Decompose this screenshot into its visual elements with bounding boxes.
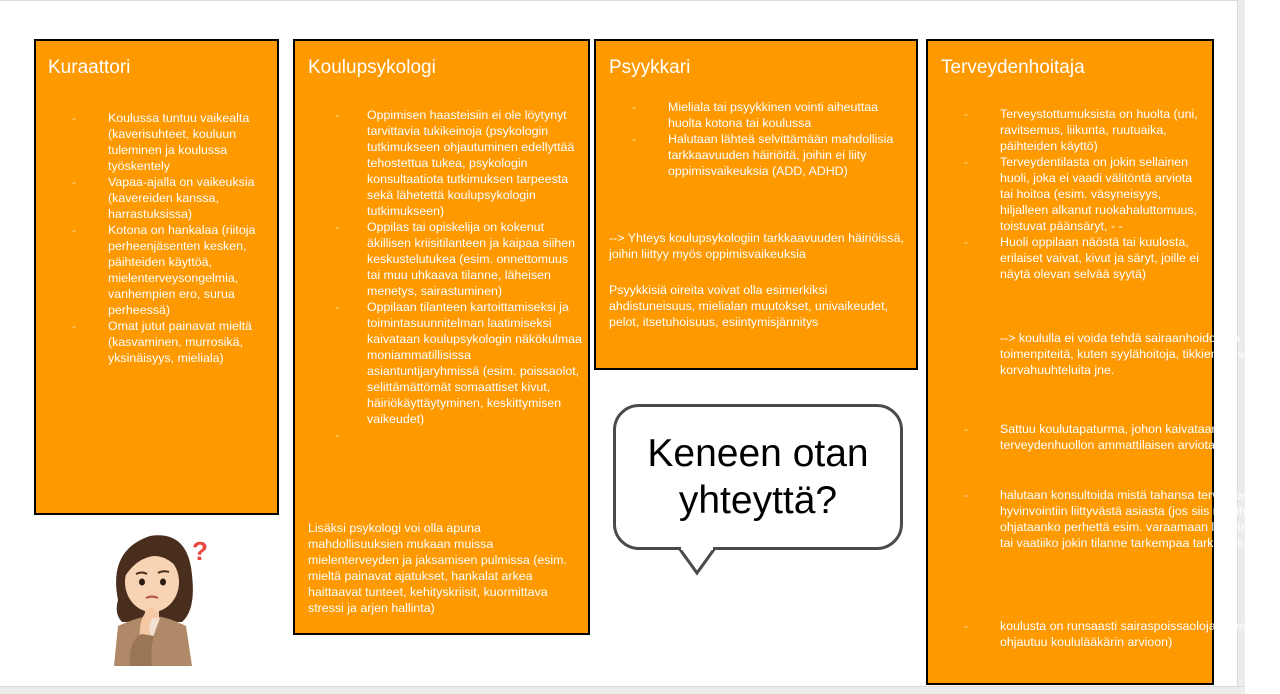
terveydenhoitaja-card	[926, 39, 1273, 685]
kuraattori-list	[36, 110, 272, 366]
kuraattori-card	[34, 39, 279, 515]
svg-text:?: ?	[192, 536, 208, 566]
terveydenhoitaja-note: --> koululla ei voida tehdä sairaanhoidollisia toimenpiteitä, kuten syylähoitoja, tikkien poistoa, korvahuuhteluita jne.	[1000, 331, 1265, 377]
list-item: - Oppilaan tilanteen kartoittamiseksi ja toimintasuunnitelman laatimiseksi kaivataan koulupsykologin näkökulmaa moniammatillisissa asiantuntijaryhmissä (esim. poissaolot, selittämättömät somaattiset kivut, häiriökäyttäytyminen, keskittymisen vaikeudet)	[295, 299, 582, 427]
list-item: - Oppimisen haasteisiin ei ole löytynyt tarvittavia tukikeinoja (psykologin tutkimukseen ohjautuminen edellyttää tehostettua tukea, psykologin konsultaatiota tutkimuksen tarpeesta sekä lähetettä koulupsykologin tutkimukseen)	[295, 107, 582, 219]
list-item	[295, 427, 582, 443]
psyykkari-symptoms: Psyykkisiä oireita voivat olla esimerkiksi ahdistuneisuus, mielialan muutokset, univaikeudet, pelot, itsetuhoisuus, esiintymisjännitys	[609, 283, 888, 329]
kuraattori-title: Kuraattori	[48, 57, 131, 78]
list-item: - Omat jutut painavat mieltä (kasvaminen, murrosikä, yksinäisyys, mieliala)	[36, 318, 272, 366]
list-item: - Halutaan lähteä selvittämään mahdollisia tarkkaavuuden häiriöitä, joihin ei liity oppimisvaikeuksia (ADD, ADHD)	[596, 131, 908, 179]
terveydenhoitaja-more-2: - halutaan konsultoida mistä tahansa terveyteen ja hyvinvointiin liittyvästä asiasta (jos siis mietityttää, ohjataanko perhettä esim. varaamaan lääkäriaika tai vaatiiko jokin tilanne tarkempaa tarkastelua)	[928, 487, 1280, 551]
koulupsykologi-title: Koulupsykologi	[308, 57, 436, 78]
list-item: - Kotona on hankalaa (riitoja perheenjäsenten kesken, päihteiden käyttöä, mielenterveysongelmia, vanhempien ero, surua perheessä)	[36, 222, 272, 318]
thinking-woman-illustration	[100, 530, 220, 670]
terveydenhoitaja-list	[928, 106, 1208, 282]
list-item: - Koulussa tuntuu vaikealta (kaverisuhteet, kouluun tuleminen ja koulussa työskentely	[36, 110, 272, 174]
list-item: - Huoli oppilaan näöstä tai kuulosta, erilaiset vaivat, kivut ja säryt, joille ei näytä olevan selvää syytä)	[928, 234, 1208, 282]
psyykkari-list	[596, 99, 908, 179]
list-item: - Mieliala tai psyykkinen vointi aiheuttaa huolta kotona tai koulussa	[596, 99, 908, 131]
psyykkari-note: --> Yhteys koulupsykologiin tarkkaavuuden häiriöissä, joihin liittyy myös oppimisvaikeuksia	[609, 231, 904, 261]
terveydenhoitaja-title: Terveydenhoitaja	[941, 57, 1085, 78]
speech-bubble	[613, 404, 905, 574]
koulupsykologi-extra: Lisäksi psykologi voi olla apuna mahdollisuuksien mukaan muissa mielenterveyden ja jaksamisen pulmissa (esim. mieltä painavat ajatukset, hankalat arkea haittaavat tunteet, kehityskriisit, kuormittava stressi ja arjen hallinta)	[308, 521, 567, 615]
speech-bubble-text: Keneen otan yhteyttä?	[647, 432, 869, 522]
psyykkari-title: Psyykkari	[609, 57, 691, 78]
horizontal-scrollbar[interactable]	[0, 686, 1245, 694]
list-item: - Vapaa-ajalla on vaikeuksia (kavereiden kanssa, harrastuksissa)	[36, 174, 272, 222]
speech-bubble-tail-icon	[679, 547, 739, 575]
list-item: - Terveydentilasta on jokin sellainen huoli, joka ei vaadi välitöntä arviota tai hoitoa (esim. väsyneisyys, hiljalleen alkanut ruokahaluttomuus, toistuvat päänsäryt, - -	[928, 154, 1208, 234]
speech-bubble-body	[613, 404, 903, 550]
slide-top-edge	[0, 0, 1245, 1]
koulupsykologi-list	[295, 107, 582, 443]
terveydenhoitaja-more-3: - koulusta on runsaasti sairaspoissaoloja (yleensä ohjautuu koululääkärin arvioon)	[928, 618, 1280, 650]
list-item: - Terveystottumuksista on huolta (uni, ravitsemus, liikunta, ruutuaika, päihteiden käyttö)	[928, 106, 1208, 154]
koulupsykologi-card	[293, 39, 590, 635]
terveydenhoitaja-more-1: - Sattuu koulutapaturma, johon kaivataan terveydenhuollon ammattilaisen arviota	[928, 421, 1280, 453]
list-item: - Oppilas tai opiskelija on kokenut äkillisen kriisitilanteen ja kaipaa siihen keskustelutukea (esim. onnettomuus tai muu uhkaava tilanne, läheisen menetys, sairastuminen)	[295, 219, 582, 299]
psyykkari-card	[594, 39, 918, 370]
